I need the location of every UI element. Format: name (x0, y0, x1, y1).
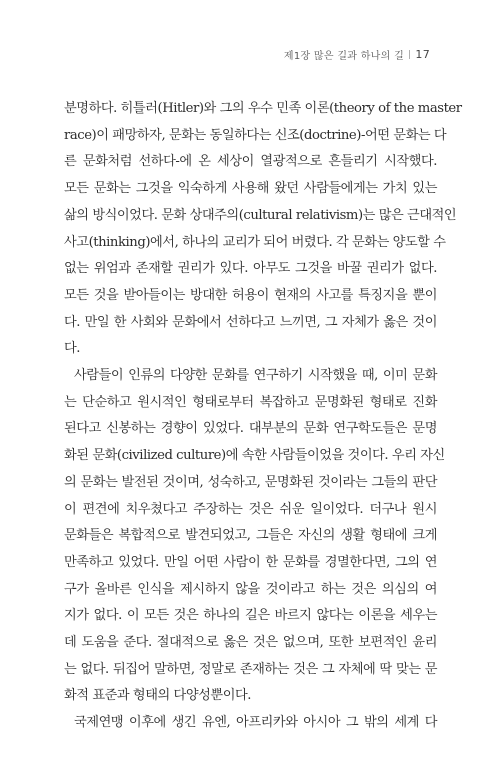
text-line: 이 편견에 치우쳤다고 주장하는 것은 쉬운 일이었다. 더구나 원시 (64, 501, 437, 517)
text-line: 모든 문화는 그것을 익숙하게 사용해 왔던 사람들에게는 가치 있는 (64, 181, 437, 197)
text-line: race)이 패망하자, 문화는 동일하다는 신조(doctrine)-어떤 문화는 다 (64, 127, 447, 143)
text-line: 분명하다. 히틀러(Hitler)와 그의 우수 민족 이론(theory of the master (64, 101, 462, 116)
body-text (64, 96, 462, 737)
text-line: 구가 올바른 인식을 제시하지 않을 것이라고 하는 것은 의심의 여 (64, 581, 437, 597)
text-line: 문화들은 복합적으로 발견되었고, 그들은 자신의 생활 형태에 크게 (64, 528, 437, 544)
text-line: 국제연맹 이후에 생긴 유엔, 아프리카와 아시아 그 밖의 세계 다 (74, 715, 437, 731)
chapter-title: 제1장 많은 길과 하나의 길 (283, 51, 405, 62)
text-line: 삶의 방식이었다. 문화 상대주의(cultural relativism)는 많은 근대적인 (64, 207, 457, 223)
text-line: 모든 것을 받아들이는 방대한 허용이 현재의 사고를 특징지을 뿐이 (64, 287, 437, 303)
text-line: 른 문화처럼 선하다-에 온 세상이 열광적으로 흔들리기 시작했다. (64, 154, 437, 170)
text-line: 는 단순하고 원시적인 형태로부터 복잡하고 문명화된 형태로 진화 (64, 394, 437, 410)
text-line: 데 도움을 준다. 절대적으로 옳은 것은 없으며, 또한 보편적인 윤리 (64, 635, 437, 651)
text-line: 없는 위엄과 존재할 권리가 있다. 아무도 그것을 바꿀 권리가 없다. (64, 261, 437, 277)
text-line: 지가 없다. 이 모든 것은 하나의 길은 바르지 않다는 이론을 세우는 (64, 608, 437, 624)
page-number: 17 (415, 48, 430, 61)
running-header (284, 47, 430, 62)
text-line: 의 문화는 발전된 것이며, 성숙하고, 문명화된 것이라는 그들의 판단 (64, 474, 437, 490)
text-line: 는 없다. 뒤집어 말하면, 정말로 존재하는 것은 그 자체에 딱 맞는 문 (64, 661, 437, 677)
text-line: 사람들이 인류의 다양한 문화를 연구하기 시작했을 때, 이미 문화 (74, 368, 437, 384)
text-line: 화적 표준과 형태의 다양성뿐이다. (64, 688, 252, 704)
text-line: 된다고 신봉하는 경향이 있었다. 대부분의 문화 연구학도들은 문명 (64, 421, 437, 437)
text-line: 화된 문화(civilized culture)에 속한 사람들이었을 것이다. 우리 자신 (64, 448, 445, 464)
header-separator: | (408, 49, 412, 60)
text-line: 다. 만일 한 사회와 문화에서 선하다고 느끼면, 그 자체가 옳은 것이 (64, 314, 437, 330)
text-line: 사고(thinking)에서, 하나의 교리가 되어 버렸다. 각 문화는 양도할 수 (64, 234, 446, 250)
text-line: 다. (64, 341, 81, 357)
text-line: 만족하고 있었다. 만일 어떤 사람이 한 문화를 경멸한다면, 그의 연 (64, 554, 437, 570)
